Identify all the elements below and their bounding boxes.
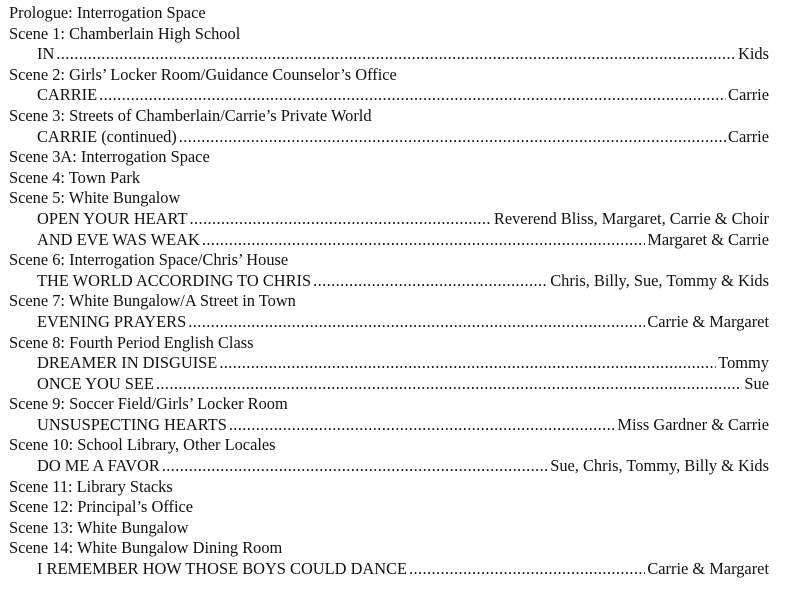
song-entry	[9, 415, 769, 436]
scene-heading: Scene 12: Principal’s Office	[9, 497, 194, 517]
song-title: IN	[37, 44, 55, 64]
song-entry	[9, 85, 769, 106]
song-entry	[9, 209, 769, 230]
dot-leader	[409, 559, 645, 580]
dot-leader	[156, 374, 743, 395]
scene-heading: Scene 2: Girls’ Locker Room/Guidance Counselor’s Office	[9, 64, 397, 84]
scene-heading: Scene 3: Streets of Chamberlain/Carrie’s Private World	[9, 105, 372, 125]
dot-leader	[179, 127, 726, 148]
song-entry	[9, 353, 769, 374]
scene-heading: Scene 11: Library Stacks	[9, 476, 173, 496]
song-entry	[9, 374, 769, 395]
scene-heading: Scene 8: Fourth Period English Class	[9, 332, 254, 352]
scene-heading: Scene 13: White Bungalow	[9, 517, 189, 537]
scene-heading: Scene 14: White Bungalow Dining Room	[9, 538, 283, 558]
song-entry	[9, 271, 769, 292]
song-entry	[9, 230, 769, 251]
song-entry	[9, 44, 769, 65]
scene-heading: Scene 5: White Bungalow	[9, 188, 181, 208]
song-title: CARRIE	[37, 85, 98, 105]
dot-leader	[188, 312, 645, 333]
musical-numbers-list	[9, 3, 769, 580]
dot-leader	[99, 85, 726, 106]
song-performers: Miss Gardner & Carrie	[617, 414, 769, 434]
song-title: UNSUSPECTING HEARTS	[37, 414, 227, 434]
song-performers: Tommy	[718, 353, 769, 373]
song-entry	[9, 127, 769, 148]
song-title: ONCE YOU SEE	[37, 373, 154, 393]
scene-heading: Scene 7: White Bungalow/A Street in Town	[9, 291, 296, 311]
song-title: CARRIE (continued)	[37, 126, 177, 146]
song-performers: Margaret & Carrie	[647, 229, 769, 249]
song-performers: Reverend Bliss, Margaret, Carrie & Choir	[493, 208, 769, 228]
song-performers: Sue	[744, 373, 769, 393]
scene-heading: Scene 6: Interrogation Space/Chris’ House	[9, 250, 289, 270]
dot-leader	[189, 209, 491, 230]
scene-heading: Scene 3A: Interrogation Space	[9, 147, 210, 167]
song-performers: Carrie & Margaret	[647, 559, 769, 579]
dot-leader	[56, 44, 736, 65]
song-title: DREAMER IN DISGUISE	[37, 353, 218, 373]
dot-leader	[202, 230, 645, 251]
song-performers: Chris, Billy, Sue, Tommy & Kids	[550, 270, 769, 290]
scene-heading: Scene 1: Chamberlain High School	[9, 23, 241, 43]
dot-leader	[162, 456, 548, 477]
song-performers: Carrie	[728, 126, 769, 146]
song-title: OPEN YOUR HEART	[37, 208, 188, 228]
scene-heading: Scene 10: School Library, Other Locales	[9, 435, 276, 455]
song-title: EVENING PRAYERS	[37, 311, 187, 331]
song-performers: Carrie & Margaret	[647, 311, 769, 331]
scene-heading: Scene 4: Town Park	[9, 167, 141, 187]
dot-leader	[219, 353, 716, 374]
song-entry	[9, 312, 769, 333]
dot-leader	[229, 415, 616, 436]
song-title: DO ME A FAVOR	[37, 456, 160, 476]
song-entry	[9, 456, 769, 477]
song-title: THE WORLD ACCORDING TO CHRIS	[37, 270, 312, 290]
song-title: I REMEMBER HOW THOSE BOYS COULD DANCE	[37, 559, 408, 579]
song-performers: Carrie	[728, 85, 769, 105]
song-entry	[9, 559, 769, 580]
song-performers: Kids	[738, 44, 769, 64]
song-title: AND EVE WAS WEAK	[37, 229, 200, 249]
dot-leader	[313, 271, 548, 292]
scene-heading: Prologue: Interrogation Space	[9, 3, 206, 22]
scene-heading: Scene 9: Soccer Field/Girls’ Locker Room	[9, 394, 288, 414]
song-performers: Sue, Chris, Tommy, Billy & Kids	[550, 456, 769, 476]
